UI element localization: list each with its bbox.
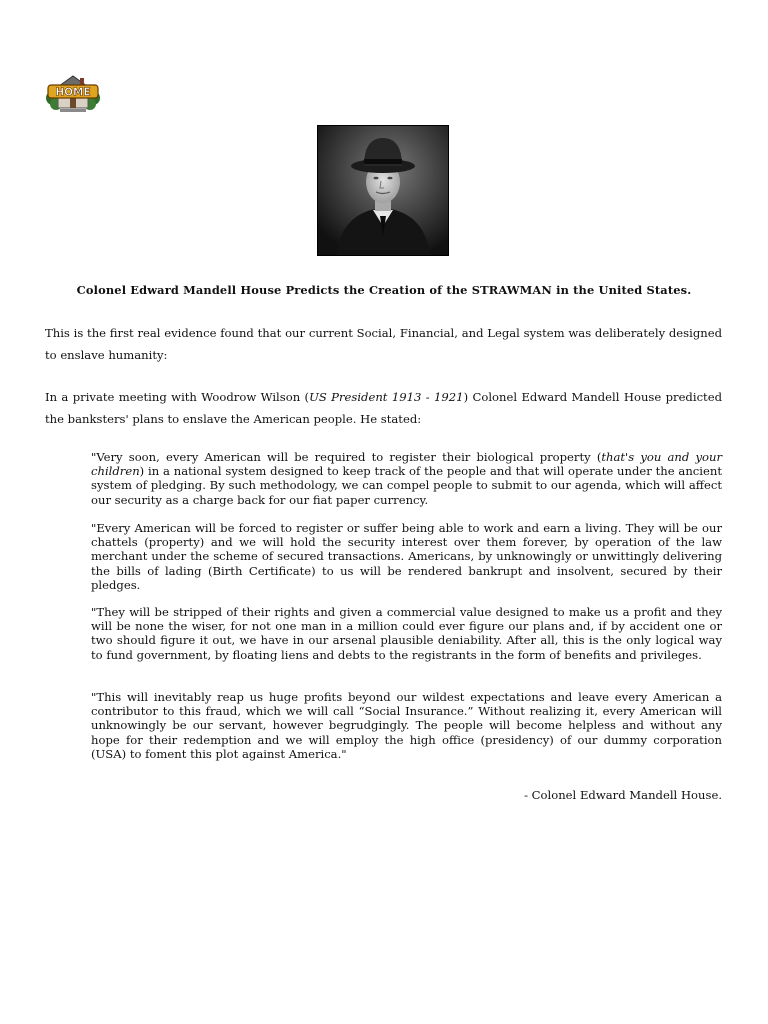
quote-1-text-start: "Very soon, every American will be required to register their biological property (: [91, 450, 602, 464]
intro-paragraph: This is the first real evidence found that our current Social, Financial, and Legal system was deliberately designed to enslave humanity:: [45, 326, 722, 362]
page-title: Colonel Edward Mandell House Predicts the Creation of the STRAWMAN in the United States.: [76, 283, 692, 297]
quote-1-italic-text: that's you and your children: [91, 450, 722, 479]
portrait-photo: [317, 125, 449, 256]
quote-attribution: - Colonel Edward Mandell House.: [524, 788, 722, 802]
context-text-end: ) Colonel Edward Mandell House predicted the banksters' plans to enslave the American people. He stated:: [45, 390, 722, 426]
home-link-button[interactable]: [46, 72, 100, 114]
home-house-icon: [46, 72, 100, 114]
quote-paragraph-4: "This will inevitably reap us huge profits beyond our wildest expectations and leave every American a contributor to this fraud, which we will call “Social Insurance.” Without realizing it, every American will unknowingly be our servant, however begrudgingly. The people will become helpless and without any hope for their redemption and we will employ the high office (presidency) of our dummy corporation (USA) to foment this plot against America.": [91, 690, 722, 761]
context-paragraph: [45, 386, 722, 430]
quote-1-text-end: ) in a national system designed to keep track of the people and that will operate under the ancient system of pledging. By such methodology, we can compel people to submit to our agenda, which will affect our security as a charge back for our fiat paper currency.: [91, 464, 722, 507]
quote-paragraph-2: "Every American will be forced to register or suffer being able to work and earn a living. They will be our chattels (property) and we will hold the security interest over them forever, by operation of the law merchant under the scheme of secured transactions. Americans, by unknowingly or unwittingly delivering the bills of lading (Birth Certificate) to us will be rendered bankrupt and insolvent, secured by their pledges.: [91, 521, 722, 592]
quote-paragraph-1: [91, 450, 722, 507]
president-term-text: US President 1913 - 1921: [309, 390, 464, 404]
context-text-start: In a private meeting with Woodrow Wilson (: [45, 390, 310, 404]
quote-paragraph-3: "They will be stripped of their rights and given a commercial value designed to make us a profit and they will be none the wiser, for not one man in a million could ever figure our plans and, if by accident one or two should figure it out, we have in our arsenal plausible deniability. After all, this is the only logical way to fund government, by floating liens and debts to the registrants in the form of benefits and privileges.: [91, 605, 722, 662]
svg-text:HOME: HOME: [55, 86, 91, 99]
